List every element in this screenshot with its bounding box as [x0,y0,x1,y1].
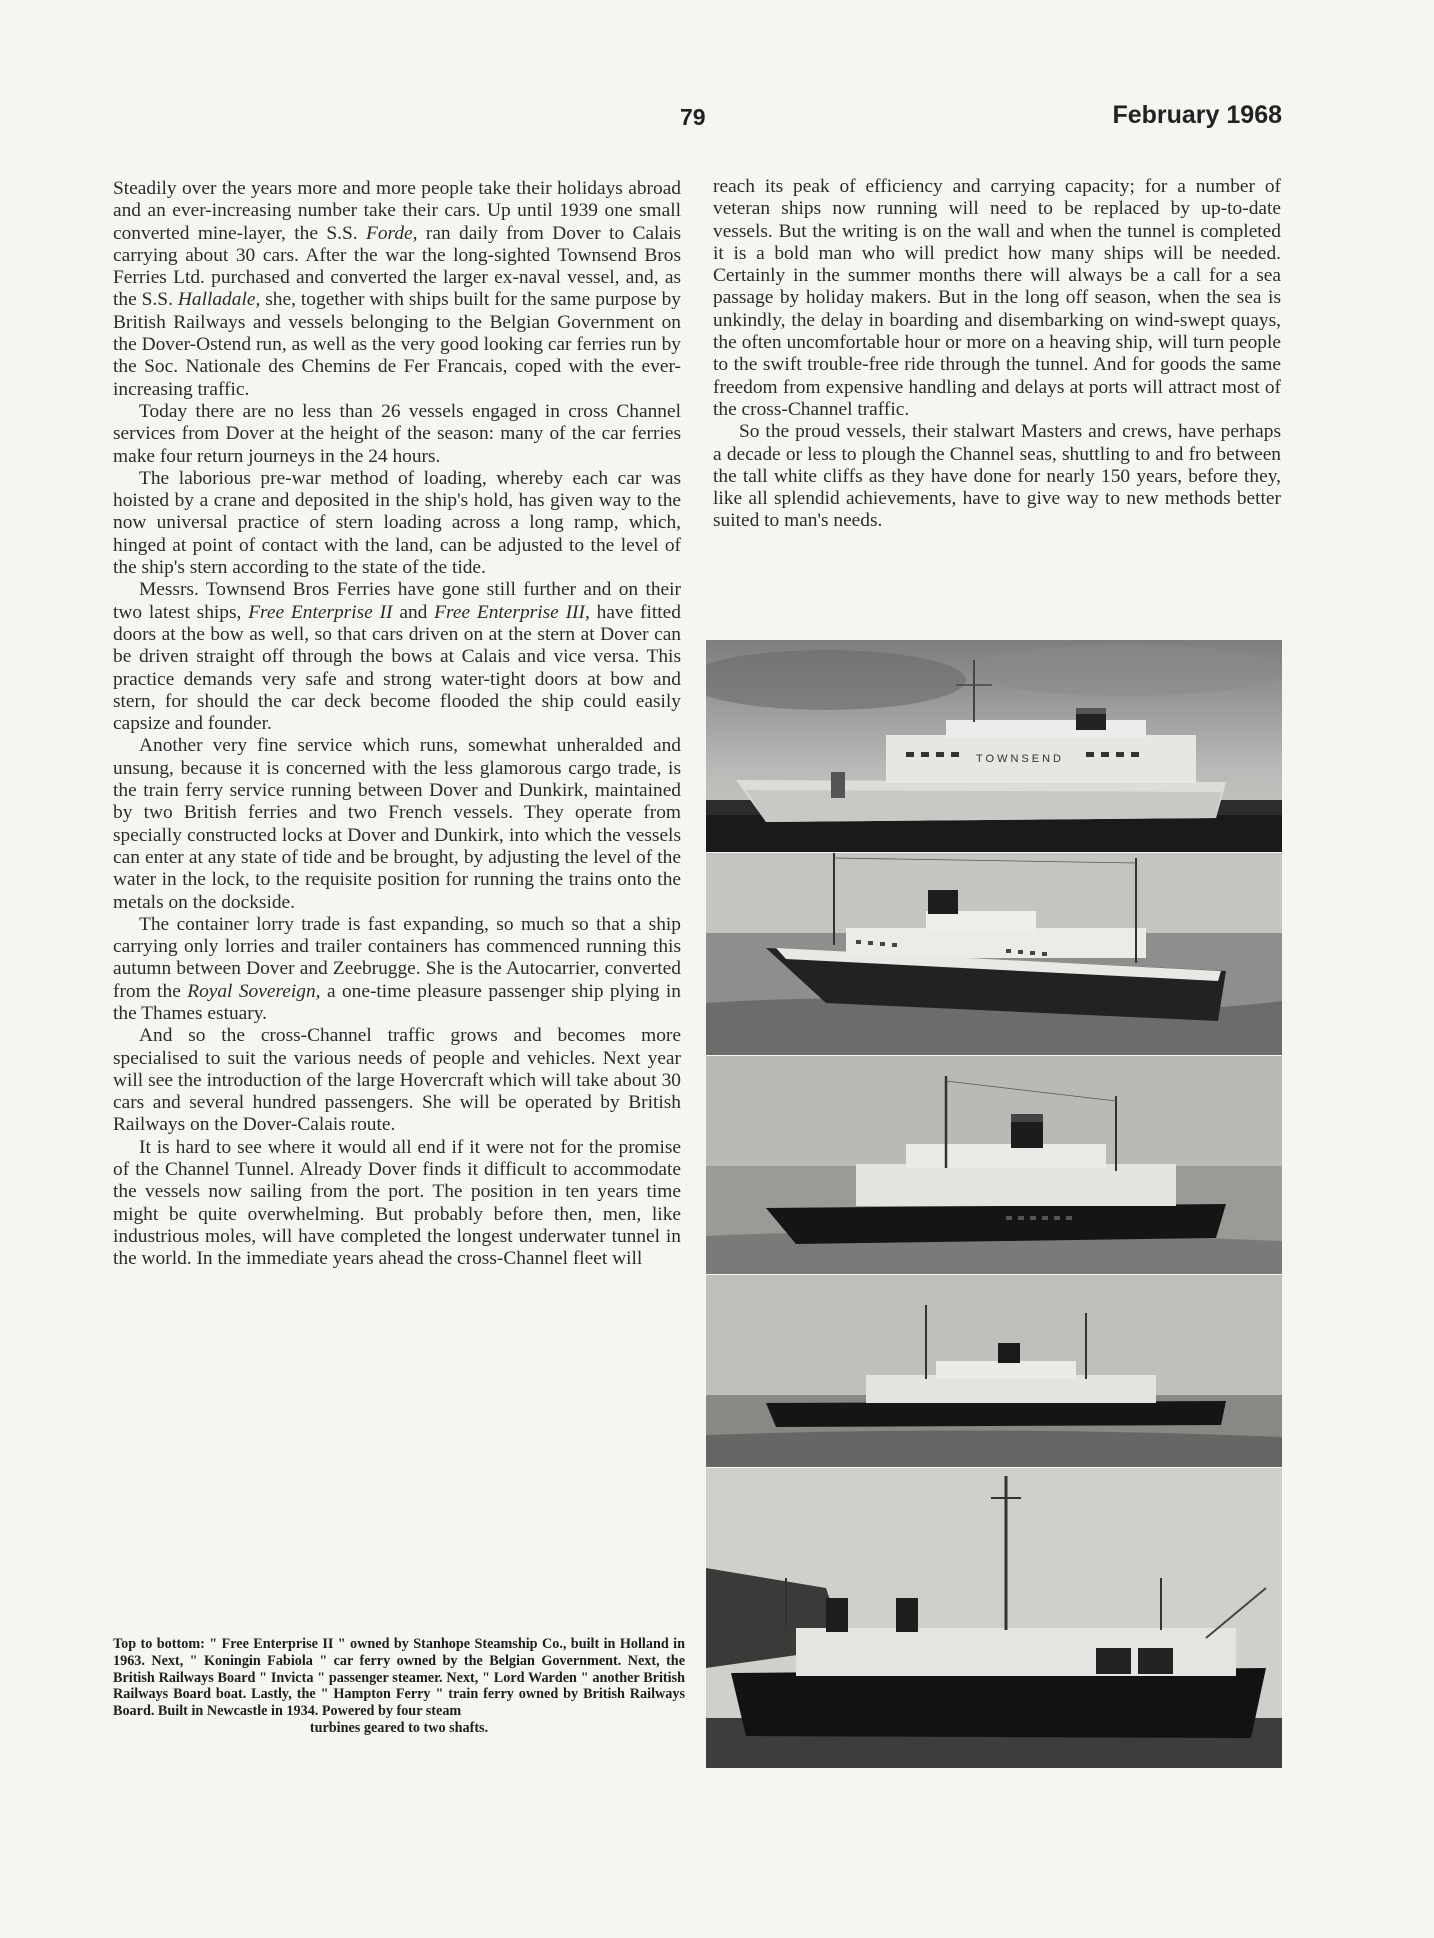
ship-photo-koningin-fabiola [706,853,1282,1055]
ship-photo-lord-warden [706,1275,1282,1467]
paragraph: It is hard to see where it would all end if it were not for the promise of the Channel Tunnel. Already Dover finds it difficult to accommodate the vessels now sailing from the port. The position in ten years time might be quite overwhelming. But probably before then, men, like industrious moles, will have completed the longest underwater tunnel in the world. In the immediate years ahead the cross-Channel fleet will [113,1136,681,1270]
paragraph: Another very fine service which runs, somewhat unheralded and unsung, because it is concerned with the less glamorous cargo trade, is the train ferry service running between Dover and Dunkirk, maintained by two British ferries and two French vessels. They operate from specially constructed locks at Dover and Dunkirk, into which the vessels can enter at any state of tide and be brought, by adjusting the level of the water in the lock, to the requisite position for running the trains onto the metals on the dockside. [113,735,681,913]
ship-hull-name: TOWNSEND [976,753,1064,765]
photo-strip [706,640,1282,1768]
paragraph: Messrs. Townsend Bros Ferries have gone still further and on their two latest ships, Free Enterprise II and Free Enterprise III, have fitted doors at the bow as well, so that cars driven on at the stern at Dover can be driven straight off through the bows at Calais and vice versa. This practice demands very safe and strong water-tight doors at bow and stern, for should the car deck become flooded the ship could easily capsize and founder. [113,579,681,735]
paragraph: The container lorry trade is fast expanding, so much so that a ship carrying only lorries and trailer containers has commenced running this autumn between Dover and Zeebrugge. She is the Autocarrier, converted from the Royal Sovereign, a one-time pleasure passenger ship plying in the Thames estuary. [113,913,681,1024]
ship-photo-free-enterprise [706,640,1282,852]
paragraph: And so the cross-Channel traffic grows and becomes more specialised to suit the various needs of people and vehicles. Next year will see the introduction of the large Hovercraft which will take about 30 cars and several hundred passengers. She will be operated by British Railways on the Dover-Calais route. [113,1025,681,1136]
ship-photo-hampton-ferry [706,1468,1282,1768]
issue-date: February 1968 [1112,101,1282,129]
page-number: 79 [680,104,706,130]
caption-last-line: turbines geared to two shafts. [309,1719,489,1736]
paragraph: So the proud vessels, their stalwart Masters and crews, have perhaps a decade or less to plough the Channel seas, shuttling to and fro between the tall white cliffs as they have done for nearly 150 years, before they, like all splendid achievements, have to give way to new methods better suited to man's needs. [713,421,1281,532]
right-column [713,176,1281,533]
ship-photo-invicta [706,1056,1282,1274]
paragraph: Today there are no less than 26 vessels engaged in cross Channel services from Dover at the height of the season: many of the car ferries make four return journeys in the 24 hours. [113,400,681,467]
paragraph: Steadily over the years more and more people take their holidays abroad and an ever-increasing number take their cars. Up until 1939 one small converted mine-layer, the S.S. Forde, ran daily from Dover to Calais carrying about 30 cars. After the war the long-sighted Townsend Bros Ferries Ltd. purchased and converted the larger ex-naval vessel, and, as the S.S. Halladale, she, together with ships built for the same purpose by British Railways and vessels belonging to the Belgian Government on the Dover-Ostend run, as well as the very good looking car ferries run by the Soc. Nationale des Chemins de Fer Francais, coped with the ever-increasing traffic. [113,178,681,400]
caption-text: Top to bottom: " Free Enterprise II " owned by Stanhope Steamship Co., built in Holland in 1963. Next, " Koningin Fabiola " car ferry owned by the Belgian Government. Next, the British Railways Board " Invicta " passenger steamer. Next, " Lord Warden " another British Railways Board boat. Lastly, the " Hampton Ferry " train ferry owned by British Railways Board. Built in Newcastle in 1934. Powered by four steam [113,1636,685,1720]
left-column [113,178,681,1271]
photo-caption [113,1636,685,1737]
paragraph: The laborious pre-war method of loading, whereby each car was hoisted by a crane and deposited in the ship's hold, has given way to the now universal practice of stern loading across a long ramp, which, hinged at point of contact with the land, can be adjusted to the level of the ship's stern according to the state of the tide. [113,467,681,579]
paragraph: reach its peak of efficiency and carrying capacity; for a number of veteran ships now running will need to be replaced by up-to-date vessels. But the writing is on the wall and when the tunnel is completed it is a bold man who will predict how many ships will be needed. Certainly in the summer months there will always be a call for a sea passage by holiday makers. But in the long off season, when the sea is unkindly, the delay in boarding and disembarking on wind-swept quays, the often uncomfortable hour or more on a heaving ship, will turn people to the swift trouble-free ride through the tunnel. And for goods the same freedom from expensive handling and delays at ports will attract most of the cross-Channel traffic. [713,176,1281,420]
